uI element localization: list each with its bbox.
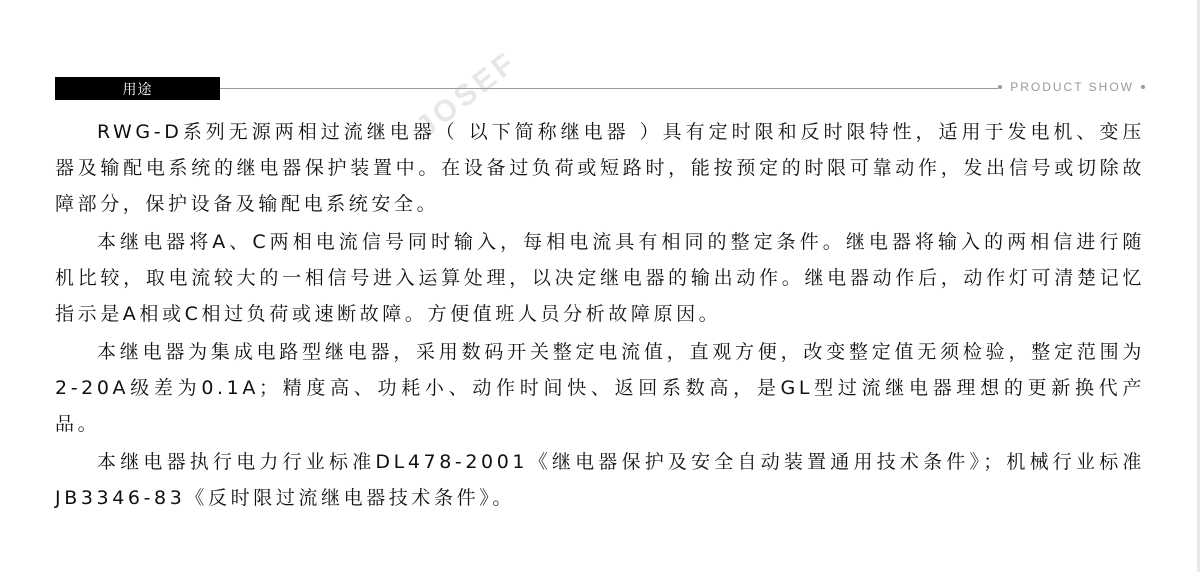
usage-description	[55, 114, 1145, 518]
section-tag	[55, 77, 220, 100]
paragraph-overview: RWG-D系列无源两相过流继电器（ 以下简称继电器 ）具有定时限和反时限特性，适用于发电机、变压器及输配电系统的继电器保护装置中。在设备过负荷或短路时，能按预定的时限可靠动作，发出信号或切除故障部分，保护设备及输配电系统安全。	[55, 121, 1145, 215]
section-tag-label: 用途	[122, 81, 153, 98]
product-show-label: PRODUCT SHOW	[1010, 80, 1134, 94]
paragraph-phase-comparison: 本继电器将A、C两相电流信号同时输入，每相电流具有相同的整定条件。继电器将输入的两相信进行随机比较，取电流较大的一相信号进入运算处理，以决定继电器的输出动作。继电器动作后，动作灯可清楚记忆指示是A相或C相过负荷或速断故障。方便值班人员分析故障原因。	[55, 231, 1145, 325]
dot-icon	[1141, 85, 1145, 89]
paragraph-standards: 本继电器执行电力行业标准DL478-2001《继电器保护及安全自动装置通用技术条件》；机械行业标准JB3346-83《反时限过流继电器技术条件》。	[55, 451, 1145, 509]
dot-icon	[998, 85, 1002, 89]
product-show-caption	[998, 80, 1145, 94]
paragraph-features: 本继电器为集成电路型继电器，采用数码开关整定电流值，直观方便，改变整定值无须检验，整定范围为2-20A级差为0.1A；精度高、功耗小、动作时间快、返回系数高，是GL型过流继电器理想的更新换代产品。	[55, 341, 1145, 435]
section-header	[55, 77, 1145, 101]
watermark-logo: JOSEF	[410, 45, 524, 145]
